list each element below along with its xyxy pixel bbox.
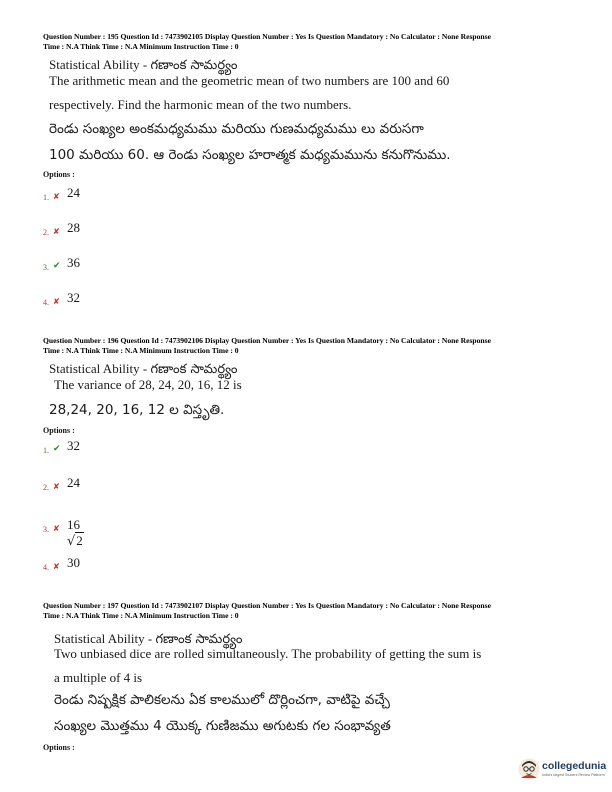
subject-english: Statistical Ability - xyxy=(49,57,151,72)
cross-icon: ✘ xyxy=(53,482,60,491)
meta-line-2: Time : N.A Think Time : N.A Minimum Instruction Time : 0 xyxy=(43,345,239,355)
subject-telugu: గణాంక సామర్థ్యం xyxy=(155,632,243,647)
option-value: 32 xyxy=(67,438,80,453)
option-number: 1. xyxy=(43,193,49,202)
option-value: 32 xyxy=(67,290,80,305)
question-meta xyxy=(43,601,573,620)
cross-icon: ✘ xyxy=(53,192,60,201)
collegedunia-logo xyxy=(518,756,610,788)
question-text-telugu-line: రెండు నిష్పక్షిక పాలికలను ఏక కాలములో దొర్లించగా, వాటిపై వచ్చే xyxy=(54,692,390,708)
question-text-telugu-line: 28,24, 20, 16, 12 ల విస్తృతి. xyxy=(49,402,225,418)
brand-tagline: India's largest Student Review Platform xyxy=(542,773,605,777)
question-text-line: The variance of 28, 24, 20, 16, 12 is xyxy=(54,377,242,392)
options-label: Options : xyxy=(43,743,75,752)
options-label: Options : xyxy=(43,170,75,179)
question-meta xyxy=(43,32,573,51)
check-icon: ✔ xyxy=(53,444,61,454)
question-text-line: The arithmetic mean and the geometric mean of two numbers are 100 and 60 xyxy=(49,73,450,88)
cross-icon: ✘ xyxy=(53,562,60,571)
option-number: 2. xyxy=(43,483,49,492)
option-value xyxy=(67,517,84,549)
cross-icon: ✘ xyxy=(53,227,60,236)
question-text-line: respectively. Find the harmonic mean of the two numbers. xyxy=(49,97,352,112)
radical-sign: √ xyxy=(67,534,76,549)
meta-line-1: Question Number : 196 Question Id : 7473902106 Display Question Number : Yes Is Question Mandatory : No Calculator : None Response xyxy=(43,336,491,345)
meta-line-2: Time : N.A Think Time : N.A Minimum Instruction Time : 0 xyxy=(43,610,239,620)
question-text-line: a multiple of 4 is xyxy=(54,670,143,685)
option-number: 4. xyxy=(43,563,49,572)
option-number: 3. xyxy=(43,525,49,534)
option-value: 24 xyxy=(67,185,80,200)
coefficient: 16 xyxy=(67,517,80,532)
radicand: 2 xyxy=(76,533,83,548)
option-value: 28 xyxy=(67,220,80,235)
option-number: 1. xyxy=(43,446,49,455)
question-text-telugu-line: 100 మరియు 60. ఆ రెండు సంఖ్యల హరాత్మక మధ్యమమును కనుగొనుము. xyxy=(49,147,451,163)
brand-name: collegedunia xyxy=(542,760,607,772)
meta-line-1: Question Number : 197 Question Id : 7473902107 Display Question Number : Yes Is Question Mandatory : No Calculator : None Response xyxy=(43,601,491,610)
option-number: 3. xyxy=(43,263,49,272)
cross-icon: ✘ xyxy=(53,524,60,533)
meta-line-1: Question Number : 195 Question Id : 7473902105 Display Question Number : Yes Is Question Mandatory : No Calculator : None Response xyxy=(43,32,491,41)
question-text-telugu-line: సంఖ్యల మొత్తము 4 యొక్క గుణిజము అగుటకు గల సంభావ్యత xyxy=(54,718,391,734)
question-text-line: Two unbiased dice are rolled simultaneously. The probability of getting the sum is xyxy=(54,646,482,661)
square-root-expression xyxy=(67,533,84,549)
subject-telugu: గణాంక సామర్థ్యం xyxy=(150,362,238,377)
subject-english: Statistical Ability - xyxy=(49,361,151,376)
check-icon: ✔ xyxy=(53,261,61,271)
question-text-telugu-line: రెండు సంఖ్యల అంకమధ్యమము మరియు గుణమధ్యమము లు వరుసగా xyxy=(49,121,424,137)
subject-telugu: గణాంక సామర్థ్యం xyxy=(150,58,238,73)
option-value: 36 xyxy=(67,255,80,270)
meta-line-2: Time : N.A Think Time : N.A Minimum Instruction Time : 0 xyxy=(43,41,239,51)
subject-english: Statistical Ability - xyxy=(54,631,156,646)
options-label: Options : xyxy=(43,426,75,435)
mascot-icon xyxy=(518,758,540,780)
cross-icon: ✘ xyxy=(53,297,60,306)
question-meta xyxy=(43,336,573,355)
option-value: 24 xyxy=(67,475,80,490)
option-number: 2. xyxy=(43,228,49,237)
option-value: 30 xyxy=(67,555,80,570)
option-number: 4. xyxy=(43,298,49,307)
